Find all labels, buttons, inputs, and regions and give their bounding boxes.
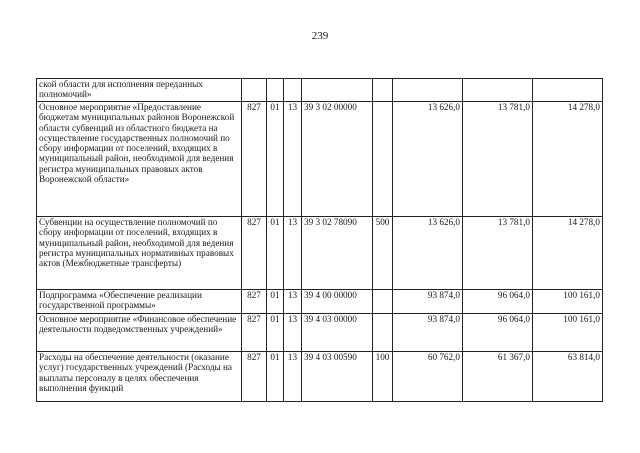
amount-year-1: 13 626,0 <box>393 217 463 290</box>
expense-type: 100 <box>373 352 393 402</box>
section-code: 01 <box>267 290 284 314</box>
target-article: 39 4 03 00000 <box>302 314 373 352</box>
target-article: 39 3 02 78090 <box>302 217 373 290</box>
ministry-code: 827 <box>242 290 267 314</box>
table-row <box>37 102 603 217</box>
subsection-code: 13 <box>284 290 302 314</box>
amount-year-3: 100 161,0 <box>533 314 603 352</box>
amount-year-3: 14 278,0 <box>533 217 603 290</box>
target-article <box>302 79 373 102</box>
amount-year-1: 93 874,0 <box>393 290 463 314</box>
section-code: 01 <box>267 217 284 290</box>
section-code: 01 <box>267 102 284 217</box>
table-row <box>37 314 603 352</box>
expense-type <box>373 102 393 217</box>
subsection-code: 13 <box>284 217 302 290</box>
row-name: Основное мероприятие «Финансовое обеспечение деятельности подведомственных учреждений» <box>37 314 242 352</box>
table-row <box>37 79 603 102</box>
subsection-code: 13 <box>284 102 302 217</box>
page-number: 239 <box>311 30 329 42</box>
amount-year-1: 93 874,0 <box>393 314 463 352</box>
budget-table <box>36 78 603 402</box>
row-name: Расходы на обеспечение деятельности (оказание услуг) государственных учреждений (Расходы на выплаты персоналу в целях обеспечения выполнения функций <box>37 352 242 402</box>
amount-year-3 <box>533 79 603 102</box>
row-name: Субвенции на осуществление полномочий по сбору информации от поселений, входящих в муниципальный район, необходимой для ведения регистра муниципальных нормативных правовых актов (Межбюджетные трансферты) <box>37 217 242 290</box>
expense-type <box>373 314 393 352</box>
ministry-code: 827 <box>242 217 267 290</box>
ministry-code: 827 <box>242 102 267 217</box>
amount-year-2: 13 781,0 <box>463 102 533 217</box>
target-article: 39 4 03 00590 <box>302 352 373 402</box>
amount-year-3: 100 161,0 <box>533 290 603 314</box>
row-name: Основное мероприятие «Предоставление бюджетам муниципальных районов Воронежской области субвенций из областного бюджета на осуществление государственных полномочий по сбору информации от поселений, входящих в муниципальный район, необходимой для ведения регистра муниципальных правовых актов Воронежской области» <box>37 102 242 217</box>
subsection-code <box>284 79 302 102</box>
target-article: 39 3 02 00000 <box>302 102 373 217</box>
amount-year-2: 13 781,0 <box>463 217 533 290</box>
amount-year-1: 13 626,0 <box>393 102 463 217</box>
row-name: Подпрограмма «Обеспечение реализации государственной программы» <box>37 290 242 314</box>
expense-type <box>373 79 393 102</box>
amount-year-1 <box>393 79 463 102</box>
row-name: ской области для исполнения переданных полномочий» <box>37 79 242 102</box>
section-code <box>267 79 284 102</box>
table-row <box>37 217 603 290</box>
amount-year-3: 14 278,0 <box>533 102 603 217</box>
subsection-code: 13 <box>284 314 302 352</box>
amount-year-2: 96 064,0 <box>463 314 533 352</box>
amount-year-1: 60 762,0 <box>393 352 463 402</box>
ministry-code: 827 <box>242 352 267 402</box>
table-row <box>37 352 603 402</box>
ministry-code: 827 <box>242 314 267 352</box>
section-code: 01 <box>267 352 284 402</box>
table-row <box>37 290 603 314</box>
amount-year-3: 63 814,0 <box>533 352 603 402</box>
amount-year-2: 96 064,0 <box>463 290 533 314</box>
target-article: 39 4 00 00000 <box>302 290 373 314</box>
subsection-code: 13 <box>284 352 302 402</box>
expense-type: 500 <box>373 217 393 290</box>
amount-year-2 <box>463 79 533 102</box>
amount-year-2: 61 367,0 <box>463 352 533 402</box>
ministry-code <box>242 79 267 102</box>
expense-type <box>373 290 393 314</box>
section-code: 01 <box>267 314 284 352</box>
